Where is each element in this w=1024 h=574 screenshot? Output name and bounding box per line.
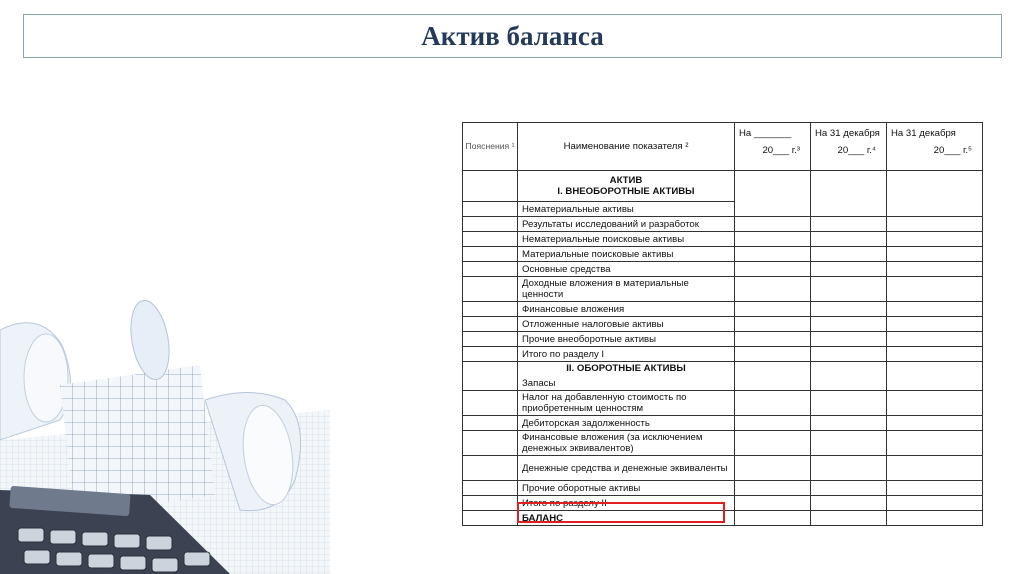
accounting-illustration xyxy=(0,290,330,574)
table-row xyxy=(463,431,983,456)
table-row xyxy=(463,262,983,277)
title-frame xyxy=(23,14,1002,58)
row-label: Налог на добавленную стоимость по приобретенным ценностям xyxy=(518,391,735,416)
table-cell xyxy=(463,171,518,202)
row-label: Запасы xyxy=(522,378,556,389)
table-row xyxy=(463,217,983,232)
section-2-header-row xyxy=(463,362,983,391)
table-cell xyxy=(463,202,518,217)
header-prev-date xyxy=(811,123,887,171)
row-label: Финансовые вложения xyxy=(518,302,735,317)
header-indicator-name: Наименование показателя ² xyxy=(518,123,735,171)
balance-highlight-box xyxy=(517,502,725,523)
header-prev2-line1: На 31 декабря xyxy=(891,128,956,139)
table-row xyxy=(463,302,983,317)
section-1-title xyxy=(518,171,735,202)
row-label: Финансовые вложения (за исключением денежных эквивалентов) xyxy=(518,431,735,456)
table-cell xyxy=(887,171,983,217)
section-1-header-row xyxy=(463,171,983,202)
section-1-title-line2: I. ВНЕОБОРОТНЫЕ АКТИВЫ xyxy=(557,186,695,197)
table-header-row xyxy=(463,123,983,171)
balance-table-wrapper xyxy=(462,122,972,524)
table-row xyxy=(463,347,983,362)
table-cell xyxy=(463,362,518,391)
table-row xyxy=(463,247,983,262)
row-label: Денежные средства и денежные эквиваленты xyxy=(518,456,735,481)
row-label: Дебиторская задолженность xyxy=(518,416,735,431)
section-2-title-cell xyxy=(518,362,735,391)
row-label: Прочие внеоборотные активы xyxy=(518,332,735,347)
row-label: Прочие оборотные активы xyxy=(518,481,735,496)
table-row xyxy=(463,317,983,332)
row-label: Основные средства xyxy=(518,262,735,277)
header-current-line1: На _______ xyxy=(739,128,792,139)
table-cell xyxy=(735,171,811,217)
table-row xyxy=(463,332,983,347)
row-label: Отложенные налоговые активы xyxy=(518,317,735,332)
header-current-line2: 20___ г.³ xyxy=(762,145,800,156)
header-prev2-date xyxy=(887,123,983,171)
row-label: Результаты исследований и разработок xyxy=(518,217,735,232)
header-prev2-line2: 20___ г.⁵ xyxy=(933,145,972,156)
table-cell xyxy=(811,171,887,217)
row-label: Нематериальные поисковые активы xyxy=(518,232,735,247)
balance-total-label: БАЛАНС xyxy=(518,511,735,526)
row-label: Материальные поисковые активы xyxy=(518,247,735,262)
table-row xyxy=(463,277,983,302)
page-title: Актив баланса xyxy=(421,20,604,51)
row-label: Итого по разделу II xyxy=(518,496,735,511)
header-current-date xyxy=(735,123,811,171)
table-row xyxy=(463,456,983,481)
table-row xyxy=(463,416,983,431)
section-2-title: II. ОБОРОТНЫЕ АКТИВЫ xyxy=(566,363,686,374)
header-explanations: Пояснения ¹ xyxy=(463,123,518,171)
table-row xyxy=(463,232,983,247)
section-1-title-line1: АКТИВ xyxy=(609,175,643,186)
table-row xyxy=(463,391,983,416)
row-label: Нематериальные активы xyxy=(518,202,735,217)
table-row xyxy=(463,481,983,496)
header-prev-line1: На 31 декабря xyxy=(815,128,880,139)
row-label: Доходные вложения в материальные ценности xyxy=(518,277,735,302)
header-prev-line2: 20___ г.⁴ xyxy=(837,145,876,156)
row-label: Итого по разделу I xyxy=(518,347,735,362)
balance-sheet-table xyxy=(462,122,983,526)
